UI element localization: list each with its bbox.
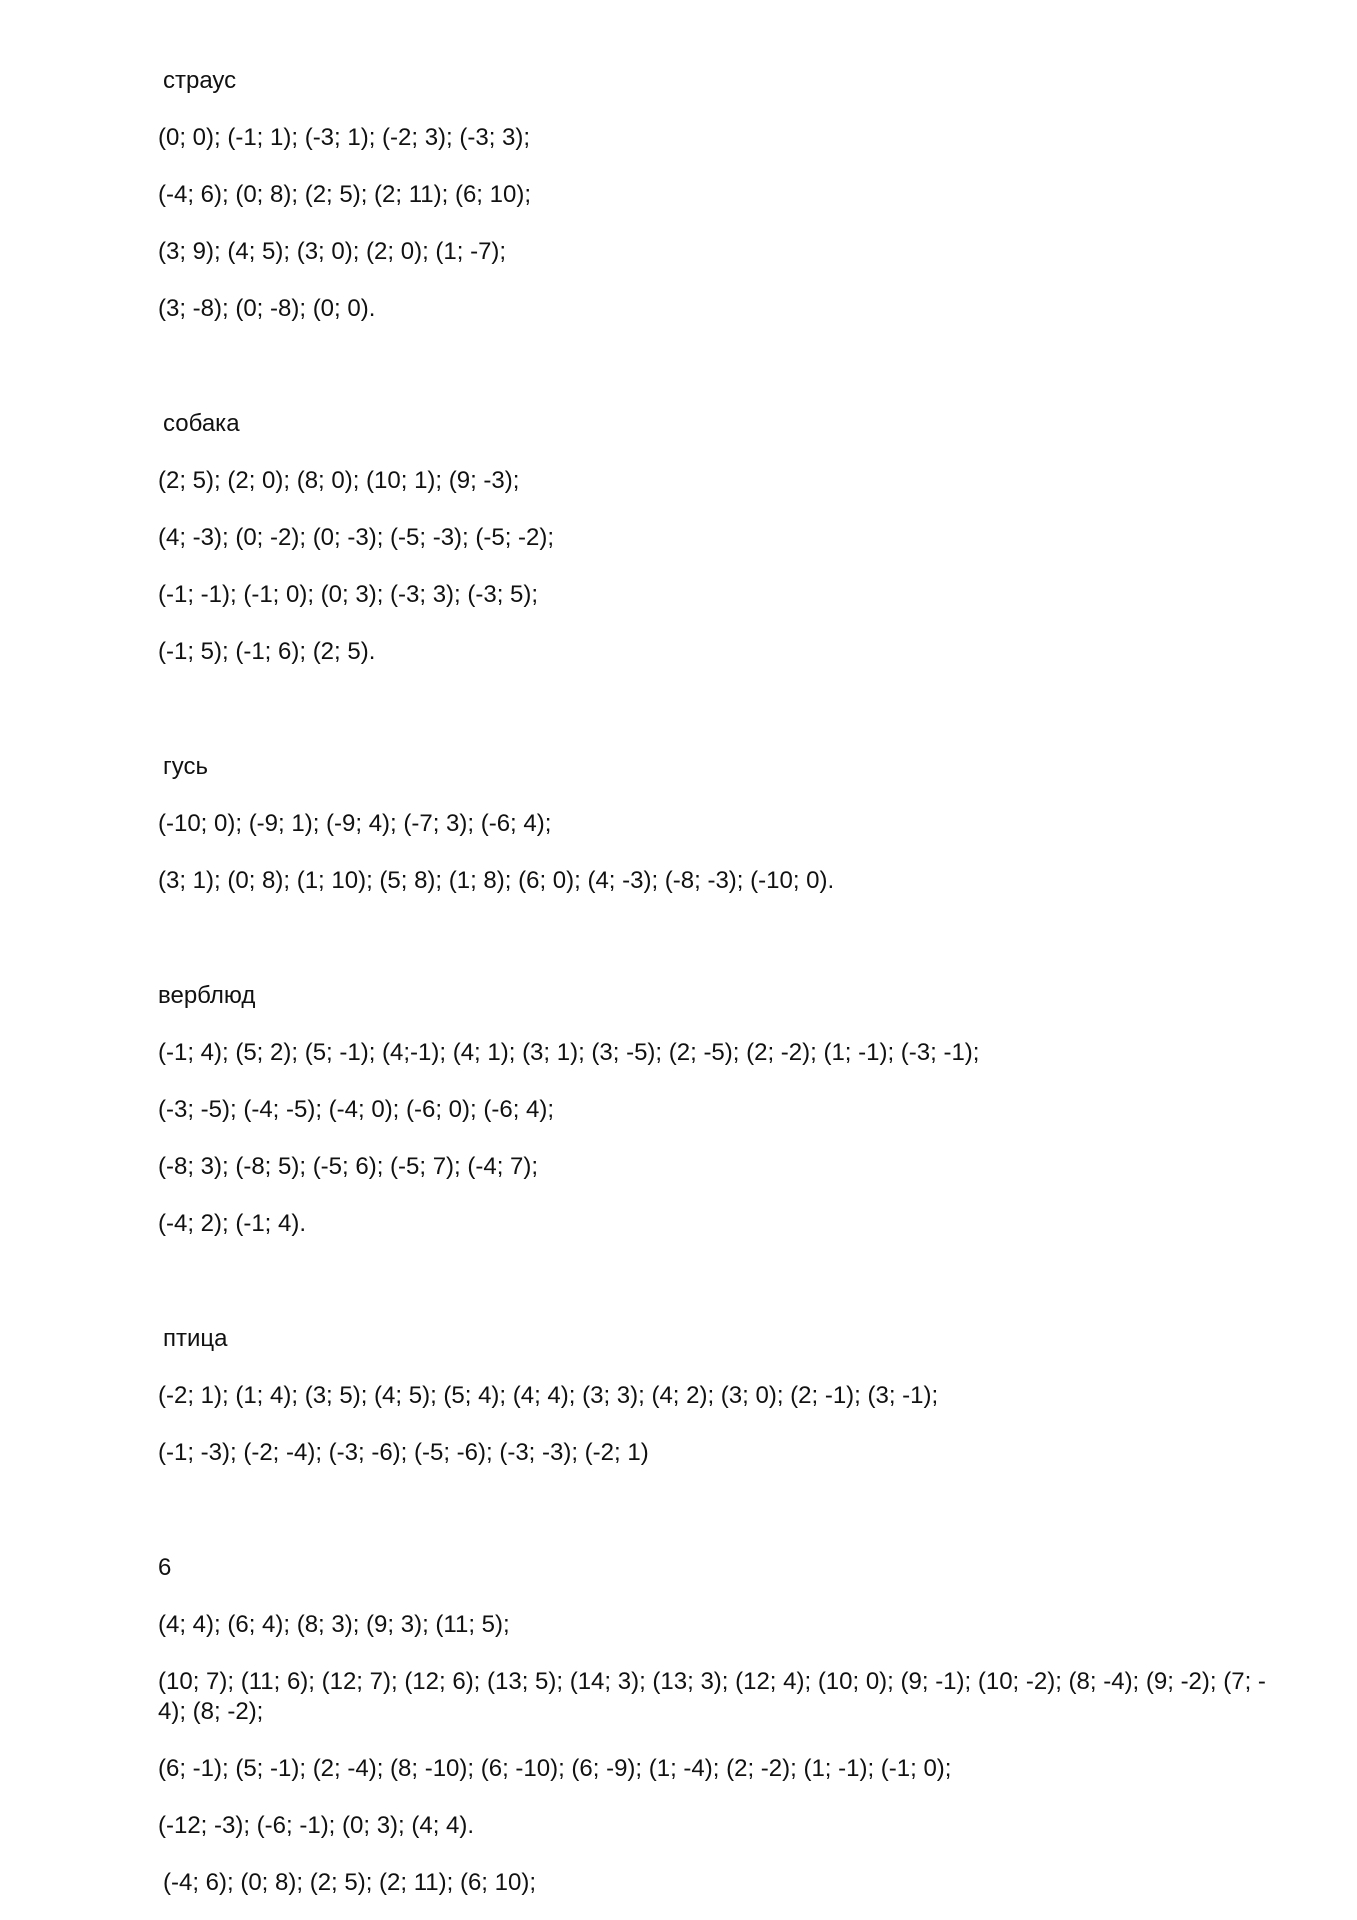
section-title-six: 6 <box>158 1554 172 1581</box>
coordinate-line: (-2; 1); (1; 4); (3; 5); (4; 5); (5; 4); (4; 4); (3; 3); (4; 2); (3; 0); (2; -1); (3; -1); <box>158 1382 939 1409</box>
coordinate-line: (3; -8); (0; -8); (0; 0). <box>158 295 376 322</box>
coordinate-line: (-4; 6); (0; 8); (2; 5); (2; 11); (6; 10); <box>163 1869 536 1896</box>
coordinate-line: (-1; 5); (-1; 6); (2; 5). <box>158 638 376 665</box>
coordinate-line: (-4; 6); (0; 8); (2; 5); (2; 11); (6; 10); <box>158 181 531 208</box>
coordinate-line: (0; 0); (-1; 1); (-3; 1); (-2; 3); (-3; 3); <box>158 124 531 151</box>
section-title-camel: верблюд <box>158 982 256 1009</box>
coordinate-line: (2; 5); (2; 0); (8; 0); (10; 1); (9; -3); <box>158 467 520 494</box>
coordinate-line-continuation: 4); (8; -2); <box>158 1698 264 1725</box>
coordinate-line: (-3; -5); (-4; -5); (-4; 0); (-6; 0); (-6; 4); <box>158 1096 555 1123</box>
section-title-ostrich: страус <box>163 67 237 94</box>
section-title-dog: собака <box>163 410 240 437</box>
section-title-goose: гусь <box>163 753 208 780</box>
coordinate-line: (3; 1); (0; 8); (1; 10); (5; 8); (1; 8); (6; 0); (4; -3); (-8; -3); (-10; 0). <box>158 867 835 894</box>
coordinate-line: (4; 4); (6; 4); (8; 3); (9; 3); (11; 5); <box>158 1611 510 1638</box>
coordinate-line: (-4; 2); (-1; 4). <box>158 1210 307 1237</box>
coordinate-line: (6; -1); (5; -1); (2; -4); (8; -10); (6; -10); (6; -9); (1; -4); (2; -2); (1; -1); (-1; 0); <box>158 1755 952 1782</box>
coordinate-line: (-1; -1); (-1; 0); (0; 3); (-3; 3); (-3; 5); <box>158 581 539 608</box>
coordinate-line: (-1; 4); (5; 2); (5; -1); (4;-1); (4; 1); (3; 1); (3; -5); (2; -5); (2; -2); (1; -1); (-3; -1); <box>158 1039 980 1066</box>
coordinate-line: (3; 9); (4; 5); (3; 0); (2; 0); (1; -7); <box>158 238 507 265</box>
section-title-bird: птица <box>163 1325 228 1352</box>
coordinate-line: (-1; -3); (-2; -4); (-3; -6); (-5; -6); (-3; -3); (-2; 1) <box>158 1439 649 1466</box>
coordinate-line: (10; 7); (11; 6); (12; 7); (12; 6); (13; 5); (14; 3); (13; 3); (12; 4); (10; 0); (9; -1); (10; -2); (8; -4); (9; -2); (7; - <box>158 1668 1266 1695</box>
coordinate-line: (-12; -3); (-6; -1); (0; 3); (4; 4). <box>158 1812 475 1839</box>
coordinate-line: (-8; 3); (-8; 5); (-5; 6); (-5; 7); (-4; 7); <box>158 1153 539 1180</box>
coordinate-line: (4; -3); (0; -2); (0; -3); (-5; -3); (-5; -2); <box>158 524 555 551</box>
coordinate-line: (-10; 0); (-9; 1); (-9; 4); (-7; 3); (-6; 4); <box>158 810 552 837</box>
